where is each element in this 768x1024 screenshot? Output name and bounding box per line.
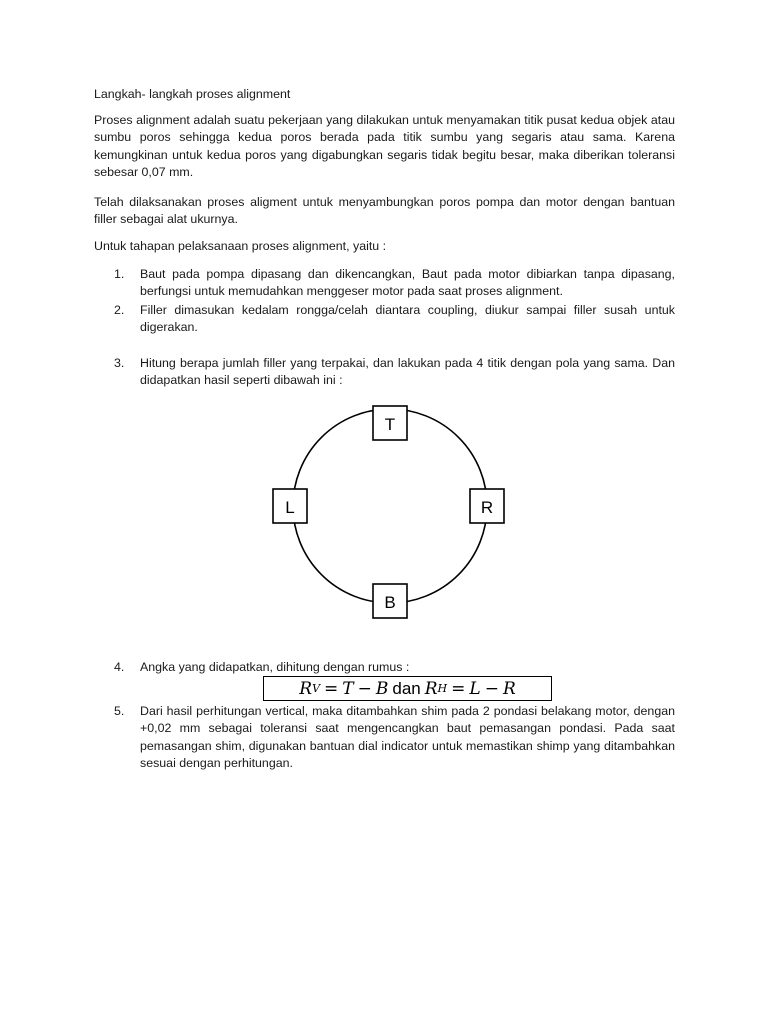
- formula-box: [263, 676, 552, 701]
- top-point-label: T: [384, 415, 396, 434]
- formula-l: L: [469, 678, 481, 699]
- bottom-point-box: [373, 584, 407, 618]
- formula-connector: dan: [392, 678, 421, 698]
- formula-minus-2: −: [484, 678, 499, 699]
- bottom-point-label: B: [384, 593, 396, 612]
- formula-b: B: [375, 678, 389, 699]
- formula-equals: =: [324, 678, 339, 699]
- top-point-box: [373, 406, 407, 440]
- list-item-number: 3.: [114, 356, 125, 370]
- formula-minus: −: [357, 678, 372, 699]
- list-item-number: 2.: [114, 303, 125, 317]
- list-item-number: 1.: [114, 267, 125, 281]
- formula-r: R: [502, 678, 516, 699]
- right-point-box: [470, 489, 504, 523]
- formula-t: T: [342, 678, 354, 699]
- left-point-label: L: [285, 498, 295, 517]
- steps-intro: Untuk tahapan pelaksanaan proses alignment, yaitu :: [94, 239, 387, 253]
- formula-rh-symbol: R: [424, 678, 438, 699]
- context-paragraph: Telah dilaksanakan proses aligment untuk menyambungkan poros pompa dan motor dengan bantuan filler sebagai alat ukurnya.: [94, 195, 675, 227]
- list-item-text: Dari hasil perhitungan vertical, maka ditambahkan shim pada 2 pondasi belakang motor, dengan +0,02 mm sebagai toleransi saat mengencangkan baut pemasangan pondasi. Pada saat pemasangan shim, digunakan bantuan dial indicator untuk memastikan shimp yang ditambahkan sesuai dengan perhitungan.: [140, 704, 675, 770]
- measurement-diagram: [260, 400, 520, 630]
- list-item-number: 5.: [114, 704, 125, 718]
- right-point-label: R: [480, 498, 494, 517]
- left-point-box: [273, 489, 307, 523]
- formula-equals-2: =: [451, 678, 466, 699]
- document-heading: Langkah- langkah proses alignment: [94, 87, 291, 101]
- formula-rv-symbol: R: [299, 678, 313, 699]
- list-item-text: Hitung berapa jumlah filler yang terpakai, dan lakukan pada 4 titik dengan pola yang sama. Dan didapatkan hasil seperti dibawah ini :: [140, 356, 675, 388]
- formula-rv-subscript: V: [312, 682, 321, 695]
- list-item-text: Filler dimasukan kedalam rongga/celah diantara coupling, diukur sampai filler susah untuk digerakan.: [140, 303, 675, 335]
- list-item-text: Angka yang didapatkan, dihitung dengan rumus :: [140, 660, 410, 674]
- list-item-text: Baut pada pompa dipasang dan dikencangkan, Baut pada motor dibiarkan tanpa dipasang, berfungsi untuk memudahkan menggeser motor pada saat proses alignment.: [140, 267, 675, 299]
- list-item-number: 4.: [114, 660, 125, 674]
- intro-paragraph: Proses alignment adalah suatu pekerjaan yang dilakukan untuk menyamakan titik pusat kedua objek atau sumbu poros sehingga kedua poros berada pada titik sumbu yang segaris atau sama. Karena kemungkinan untuk kedua poros yang digabungkan segaris tidak begitu besar, maka diberikan toleransi sebesar 0,07 mm.: [94, 113, 675, 179]
- formula-rh-subscript: H: [437, 682, 448, 695]
